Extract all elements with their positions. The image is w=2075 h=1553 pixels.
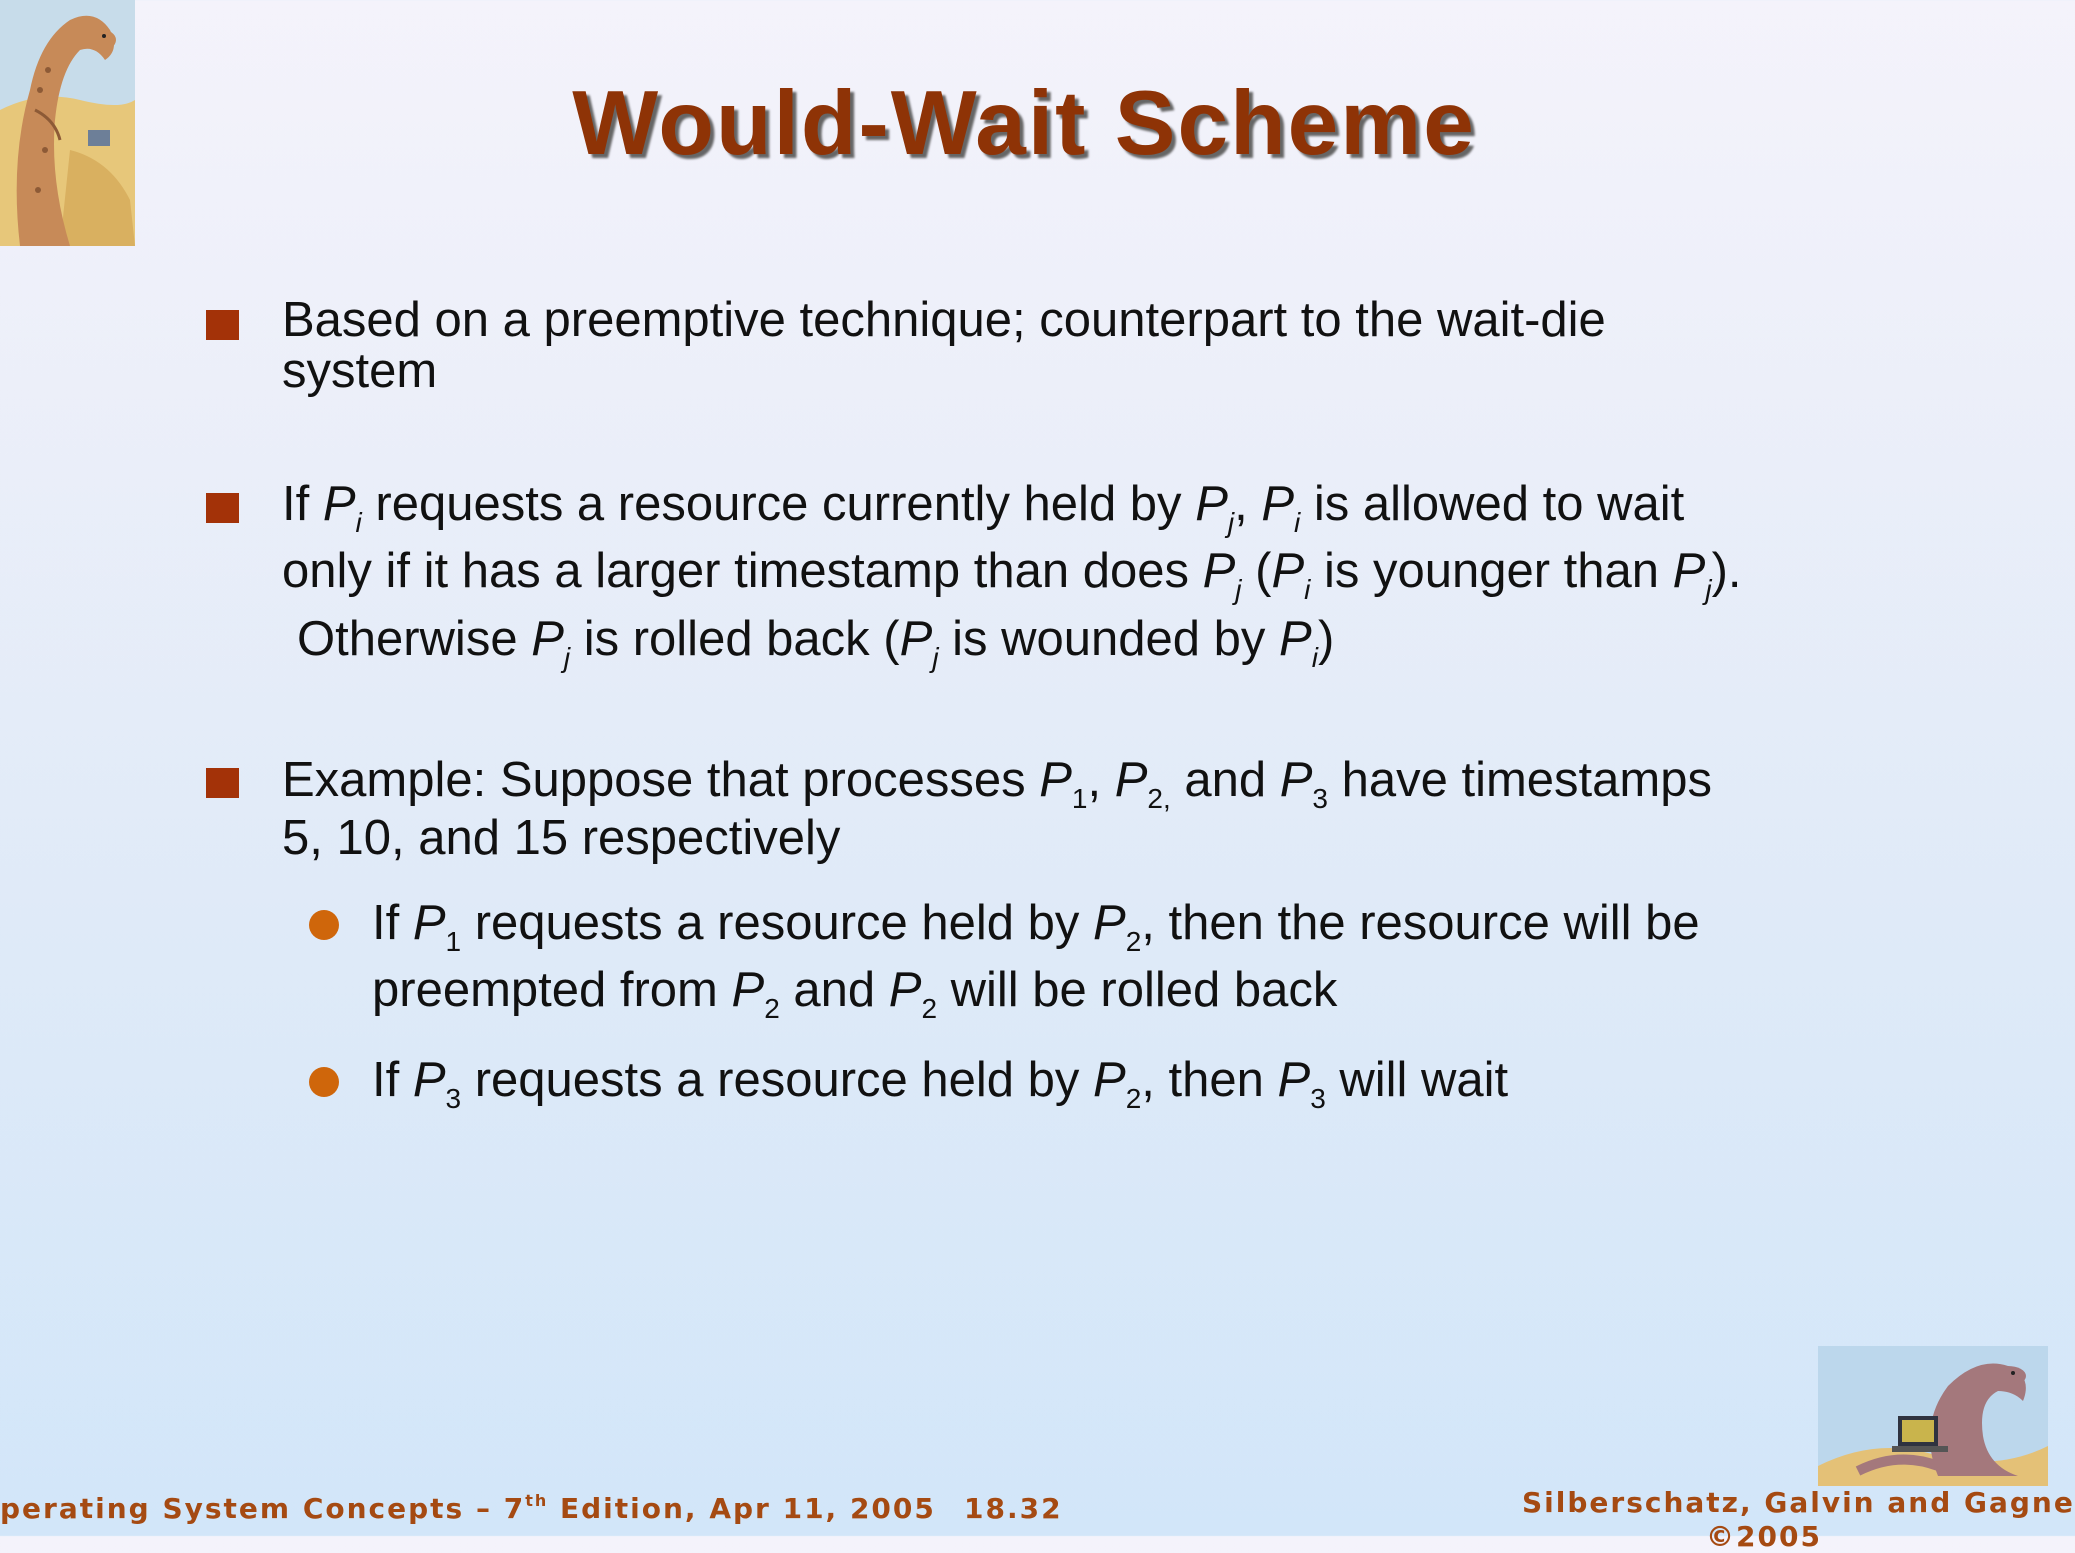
bullet-1-line-1: Based on a preemptive technique; counterpart to the wait-die bbox=[282, 293, 1606, 347]
sub-bullet-1-line-2: preempted from $P_2$ and $P_2$ will be rolled back bbox=[372, 963, 1338, 1024]
bullet-2-line-2: only if it has a larger timestamp than does $P_j$ ($P_i$ is younger than $P_j$). bbox=[282, 544, 1742, 605]
sub-bullet-dot bbox=[309, 1067, 339, 1097]
bullet-square bbox=[206, 768, 239, 798]
bullet-2-line-1: If $P_i$ requests a resource currently held by $P_j$, $P_i$ is allowed to wait bbox=[282, 477, 1685, 538]
footer-authors: Silberschatz, Galvin and Gagne bbox=[1522, 1486, 2075, 1519]
footer-course-title: perating System Concepts – 7th Edition, Apr 11, 2005 bbox=[0, 1491, 936, 1525]
footer-page-number: 18.32 bbox=[964, 1492, 1063, 1525]
bullet-3-line-1: Example: Suppose that processes $P_1$, $P_{2,}$ and $P_3$ have timestamps bbox=[282, 753, 1712, 814]
slide-title: Would-Wait Scheme bbox=[572, 73, 1476, 174]
bullet-square bbox=[206, 493, 239, 523]
dinosaur-laptop-illustration bbox=[1818, 1346, 2048, 1486]
sub-bullet-1-line-1: If $P_1$ requests a resource held by $P_2$, then the resource will be bbox=[372, 896, 1700, 957]
sub-bullet-2-line-1: If $P_3$ requests a resource held by $P_2$, then $P_3$ will wait bbox=[372, 1053, 1509, 1114]
bullet-2-line-3: Otherwise $P_j$ is rolled back ($P_j$ is wounded by $P_i$) bbox=[297, 612, 1335, 673]
sub-bullet-dot bbox=[309, 910, 339, 940]
bullet-3-line-2: 5, 10, and 15 respectively bbox=[282, 811, 841, 865]
footer-copyright: ©2005 bbox=[1706, 1520, 1822, 1553]
bullet-1-line-2: system bbox=[282, 344, 438, 398]
bullet-square bbox=[206, 310, 239, 340]
